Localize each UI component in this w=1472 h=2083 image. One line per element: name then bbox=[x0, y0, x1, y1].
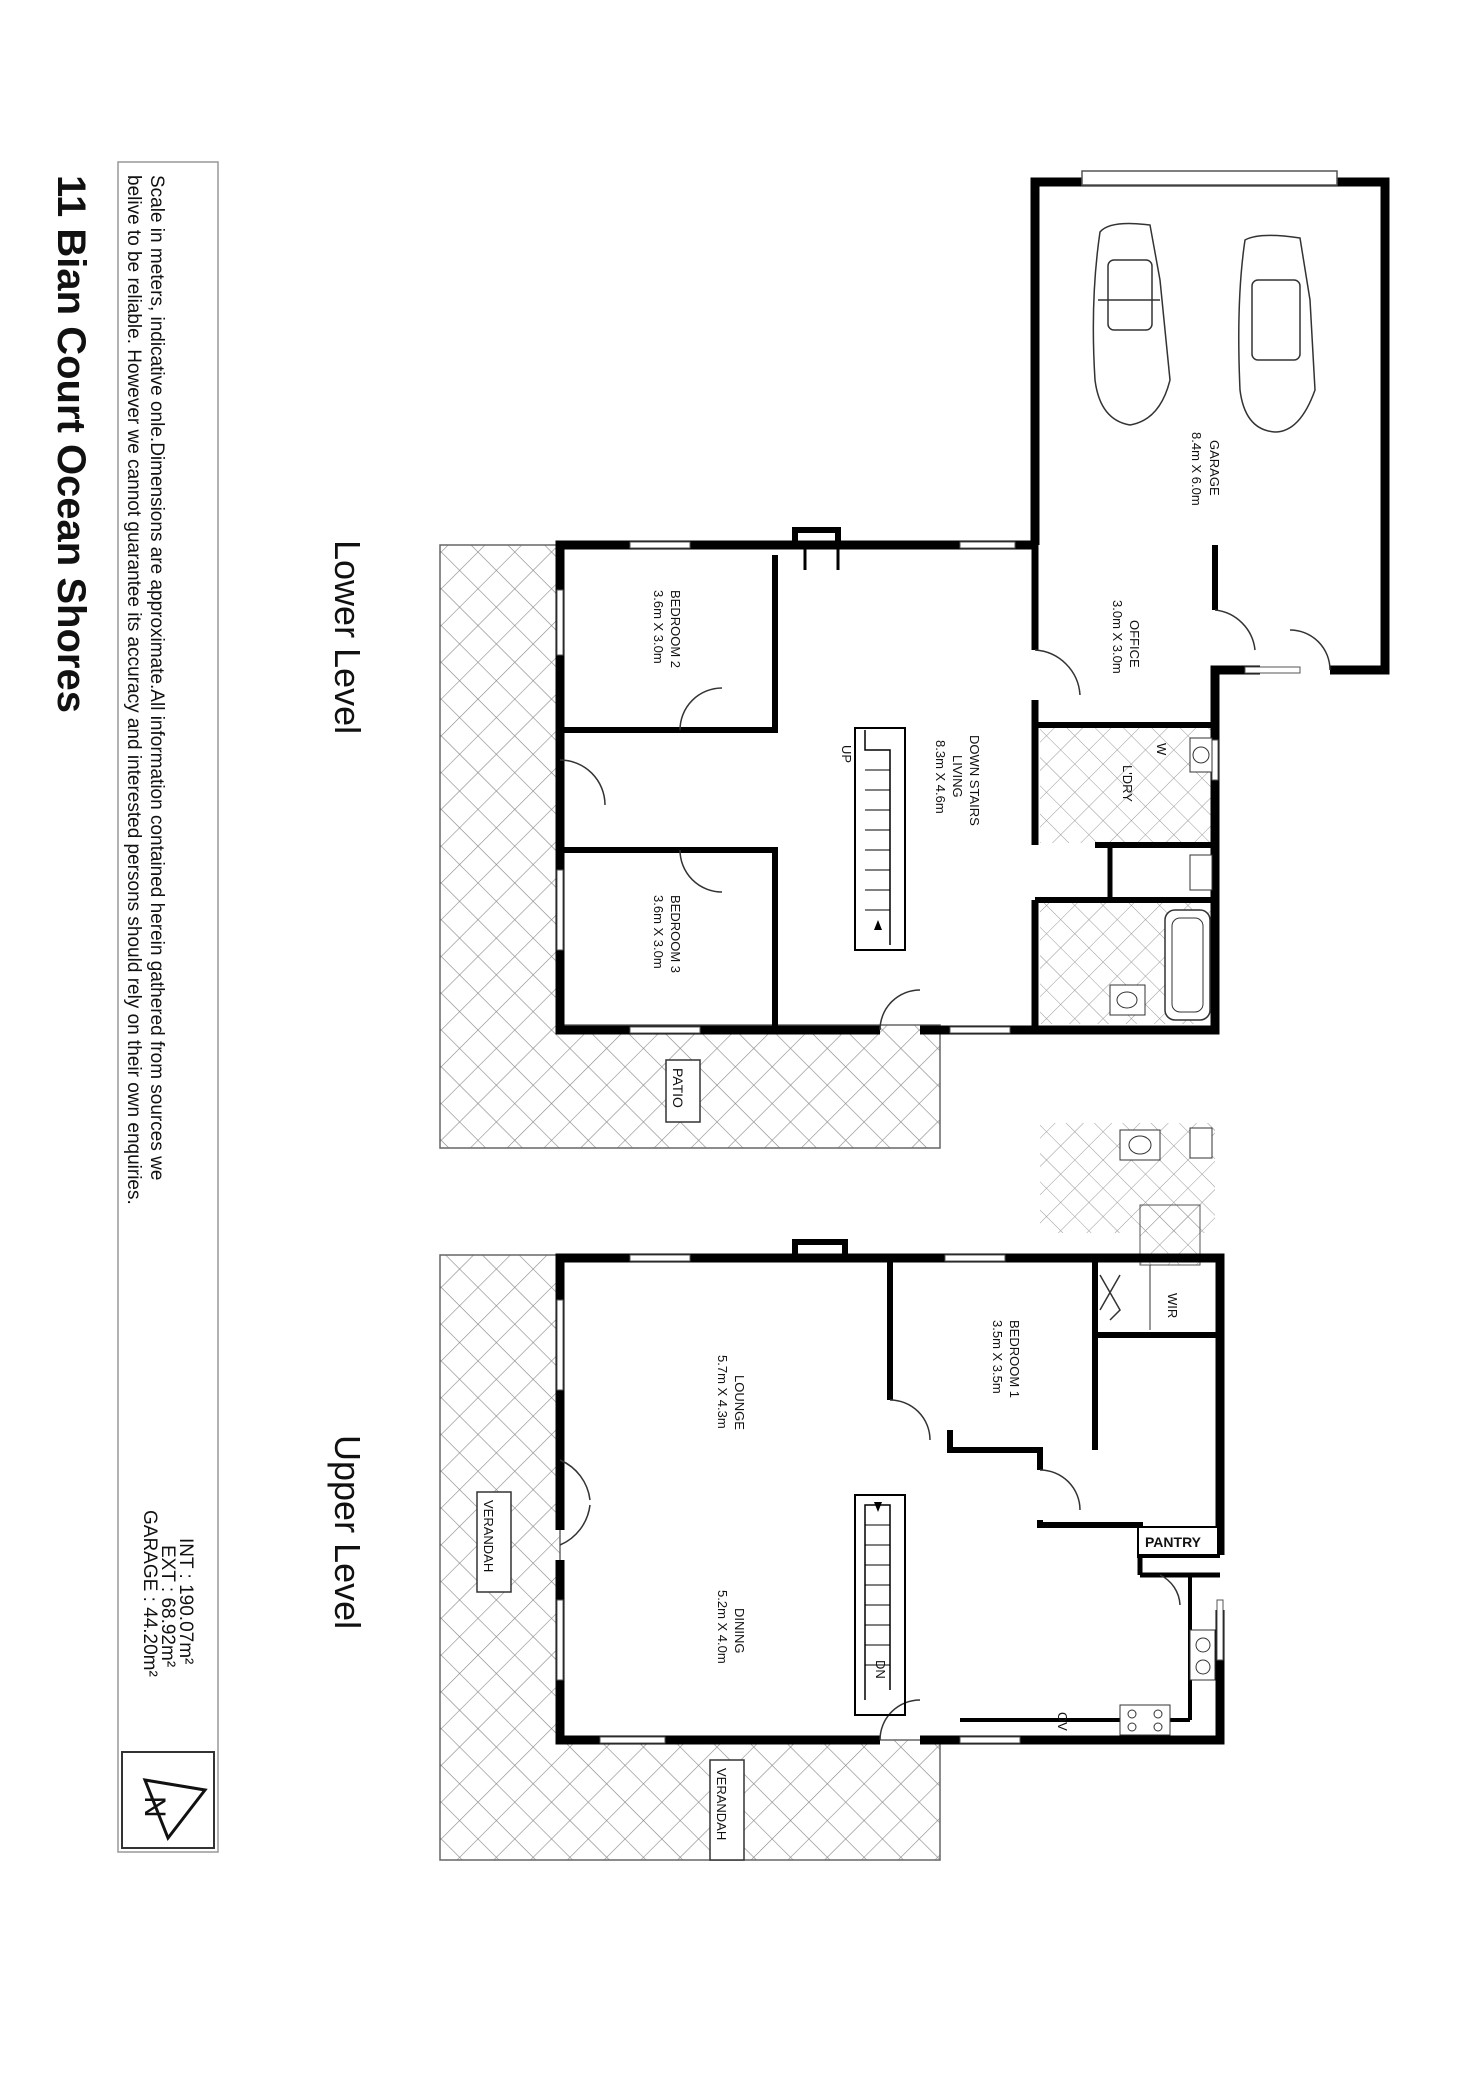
verandah-bottom-label: VERANDAH bbox=[714, 1768, 729, 1841]
bedroom-1-name: BEDROOM 1 bbox=[1007, 1320, 1022, 1399]
cooktop bbox=[1120, 1705, 1170, 1735]
laundry-label: L'DRY bbox=[1120, 765, 1135, 802]
patio-label: PATIO bbox=[670, 1068, 686, 1108]
kitchen-sink bbox=[1190, 1630, 1215, 1680]
patio-area bbox=[440, 545, 940, 1148]
property-title: 11 Bian Court Ocean Shores bbox=[49, 175, 93, 713]
compass-letter: N bbox=[138, 1796, 171, 1818]
car-icon bbox=[1239, 235, 1315, 432]
lounge-dims: 5.7m X 4.3m bbox=[715, 1355, 730, 1429]
bedroom-2-dims: 3.6m X 3.0m bbox=[651, 590, 666, 664]
verandah-left-label: VERANDAH bbox=[481, 1500, 496, 1573]
bedroom-3-dims: 3.6m X 3.0m bbox=[651, 895, 666, 969]
pantry-label: PANTRY bbox=[1145, 1534, 1201, 1550]
car-icon bbox=[1093, 224, 1170, 425]
living-name: DOWN STAIRS bbox=[967, 735, 982, 826]
bedroom-3-name: BEDROOM 3 bbox=[668, 895, 683, 974]
area-ext: EXT : 68.92m² bbox=[157, 1545, 178, 1668]
lower-level-heading: Lower Level bbox=[327, 540, 368, 735]
ov-label: OV bbox=[1055, 1712, 1070, 1731]
w-label: W bbox=[1154, 743, 1169, 756]
stairs-up-label: UP bbox=[839, 745, 854, 764]
north-compass bbox=[122, 1752, 214, 1848]
area-int: INT : 190.07m² bbox=[175, 1538, 196, 1665]
garage-door bbox=[1082, 171, 1337, 185]
bedroom-1-dims: 3.5m X 3.5m bbox=[990, 1320, 1005, 1394]
living-name-2: LIVING bbox=[950, 755, 965, 798]
dining-dims: 5.2m X 4.0m bbox=[715, 1590, 730, 1664]
garage-dims: 8.4m X 6.0m bbox=[1189, 432, 1204, 506]
upper-level-heading: Upper Level bbox=[327, 1435, 368, 1630]
lower-stairs bbox=[855, 728, 905, 950]
wir-label: WIR bbox=[1165, 1293, 1180, 1319]
disclaimer-line-1: Scale in meters, indicative onle.Dimensions are approximate.All information contained herein gathered from sources we bbox=[146, 175, 167, 1181]
garage-name: GARAGE bbox=[1207, 440, 1222, 496]
bedroom-2-name: BEDROOM 2 bbox=[668, 590, 683, 669]
disclaimer-line-2: belive to be reliable. However we cannot guarantee its accuracy and interested persons should rely on their own enquiries. bbox=[123, 175, 144, 1205]
office-name: OFFICE bbox=[1127, 620, 1142, 668]
lounge-name: LOUNGE bbox=[732, 1375, 747, 1430]
living-dims: 8.3m X 4.6m bbox=[933, 740, 948, 814]
area-garage: GARAGE : 44.20m² bbox=[139, 1510, 160, 1677]
lower-level-plan bbox=[440, 171, 1385, 1148]
dining-name: DINING bbox=[732, 1608, 747, 1654]
stairs-down-label: DN bbox=[873, 1660, 888, 1679]
upper-stairs bbox=[855, 1495, 905, 1715]
office-dims: 3.0m X 3.0m bbox=[1110, 600, 1125, 674]
upper-level-plan bbox=[440, 1123, 1223, 1860]
